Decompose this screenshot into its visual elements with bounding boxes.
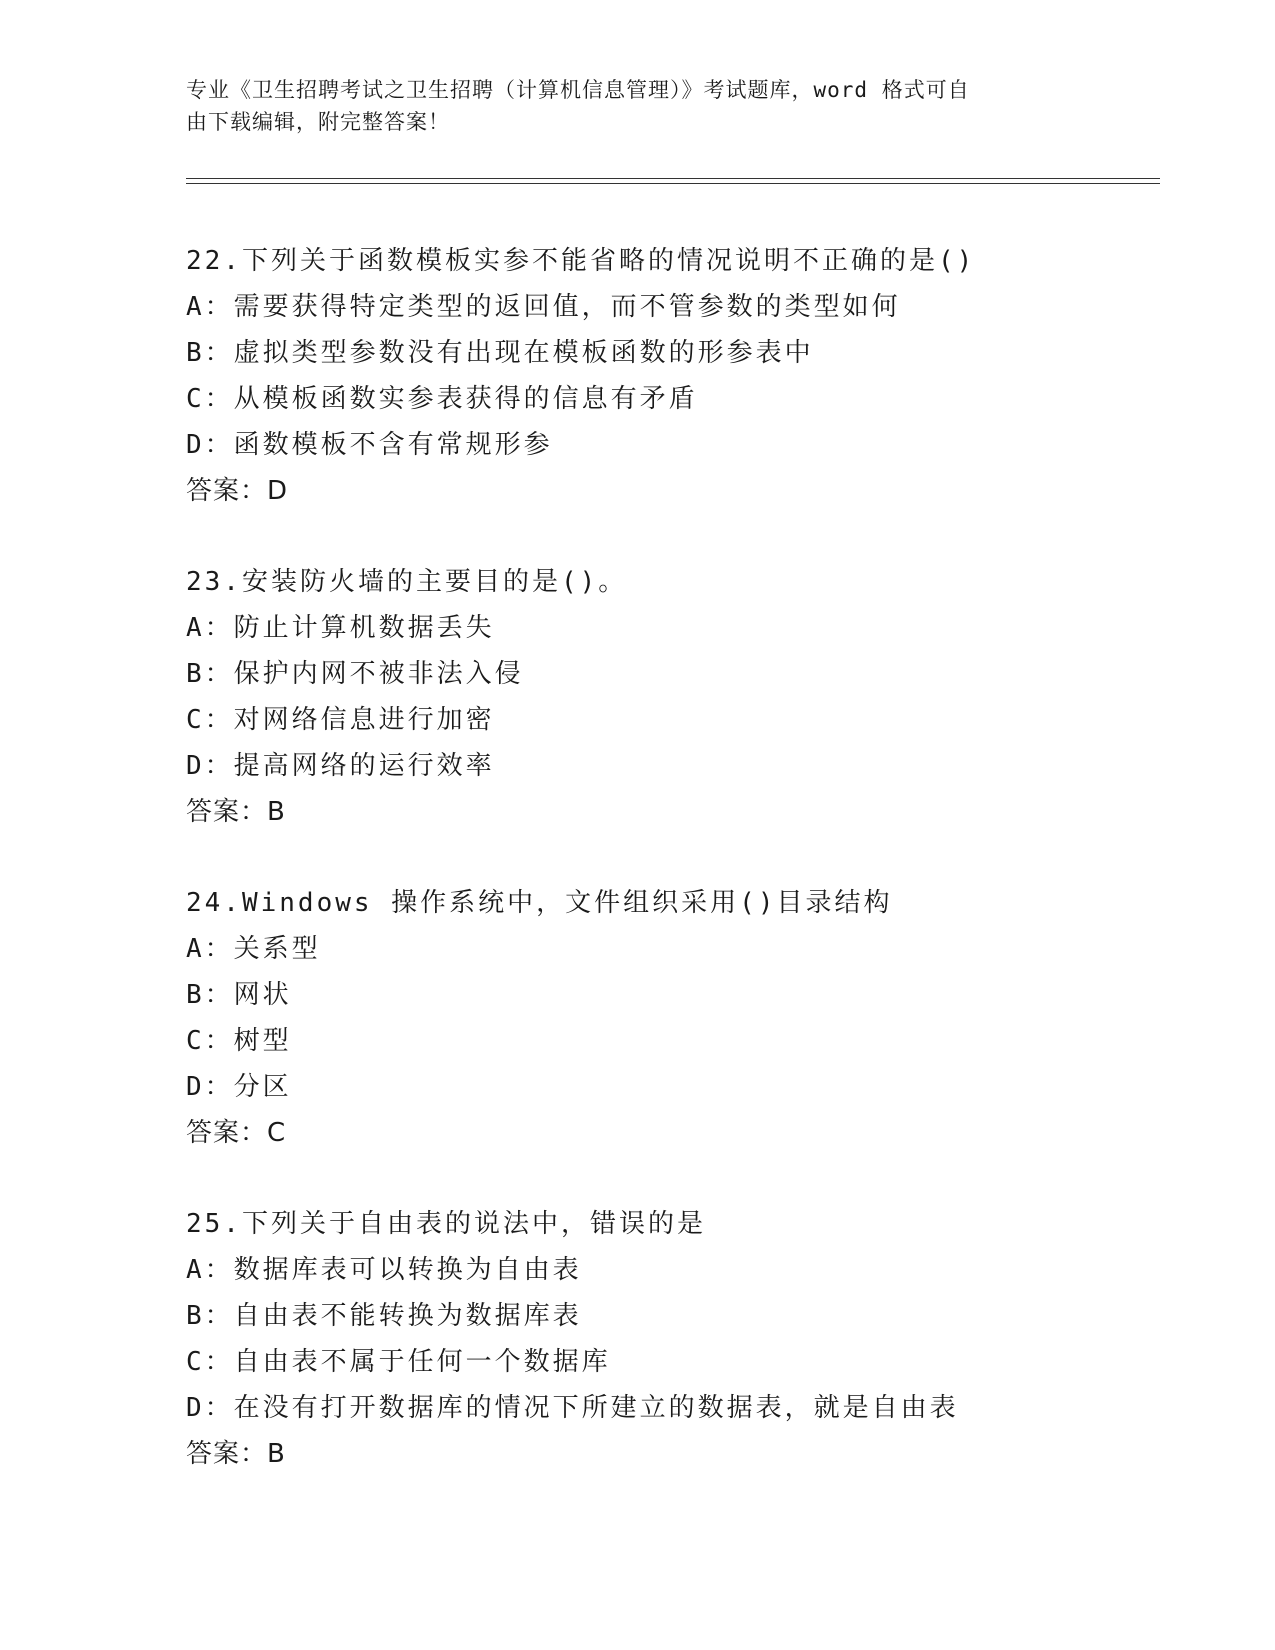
question-block-25: [186, 1201, 1186, 1477]
option-b: B：自由表不能转换为数据库表: [186, 1301, 582, 1331]
header-divider-top: [186, 178, 1160, 179]
question-stem: 24.Windows 操作系统中，文件组织采用()目录结构: [186, 888, 893, 918]
question-stem: 25.下列关于自由表的说法中，错误的是: [186, 1209, 706, 1239]
option-a: A：数据库表可以转换为自由表: [186, 1255, 582, 1285]
option-c: C：自由表不属于任何一个数据库: [186, 1347, 611, 1377]
option-d: D：在没有打开数据库的情况下所建立的数据表，就是自由表: [186, 1393, 959, 1423]
answer-line: 答案：D: [186, 476, 289, 506]
option-c: C：树型: [186, 1026, 292, 1056]
option-b: B：网状: [186, 980, 292, 1010]
option-a: A：关系型: [186, 934, 321, 964]
question-stem: 22.下列关于函数模板实参不能省略的情况说明不正确的是(): [186, 246, 976, 276]
answer-line: 答案：B: [186, 797, 286, 827]
answer-line: 答案：B: [186, 1439, 286, 1469]
option-d: D：提高网络的运行效率: [186, 751, 495, 781]
document-header: [186, 74, 1066, 138]
question-block-22: [186, 238, 1186, 514]
header-divider-bottom: [186, 183, 1160, 184]
option-b: B：虚拟类型参数没有出现在模板函数的形参表中: [186, 338, 814, 368]
option-d: D：函数模板不含有常规形参: [186, 430, 553, 460]
header-line-2: 由下载编辑，附完整答案！: [186, 110, 450, 134]
question-stem: 23.安装防火墙的主要目的是()。: [186, 567, 628, 597]
option-b: B：保护内网不被非法入侵: [186, 659, 524, 689]
option-a: A：需要获得特定类型的返回值，而不管参数的类型如何: [186, 292, 901, 322]
option-c: C：对网络信息进行加密: [186, 705, 495, 735]
option-c: C：从模板函数实参表获得的信息有矛盾: [186, 384, 698, 414]
option-d: D：分区: [186, 1072, 292, 1102]
answer-line: 答案：C: [186, 1118, 287, 1148]
header-line-1: 专业《卫生招聘考试之卫生招聘（计算机信息管理）》考试题库，word 格式可自: [186, 78, 970, 102]
option-a: A：防止计算机数据丢失: [186, 613, 495, 643]
question-block-23: [186, 559, 1186, 835]
question-block-24: [186, 880, 1186, 1156]
